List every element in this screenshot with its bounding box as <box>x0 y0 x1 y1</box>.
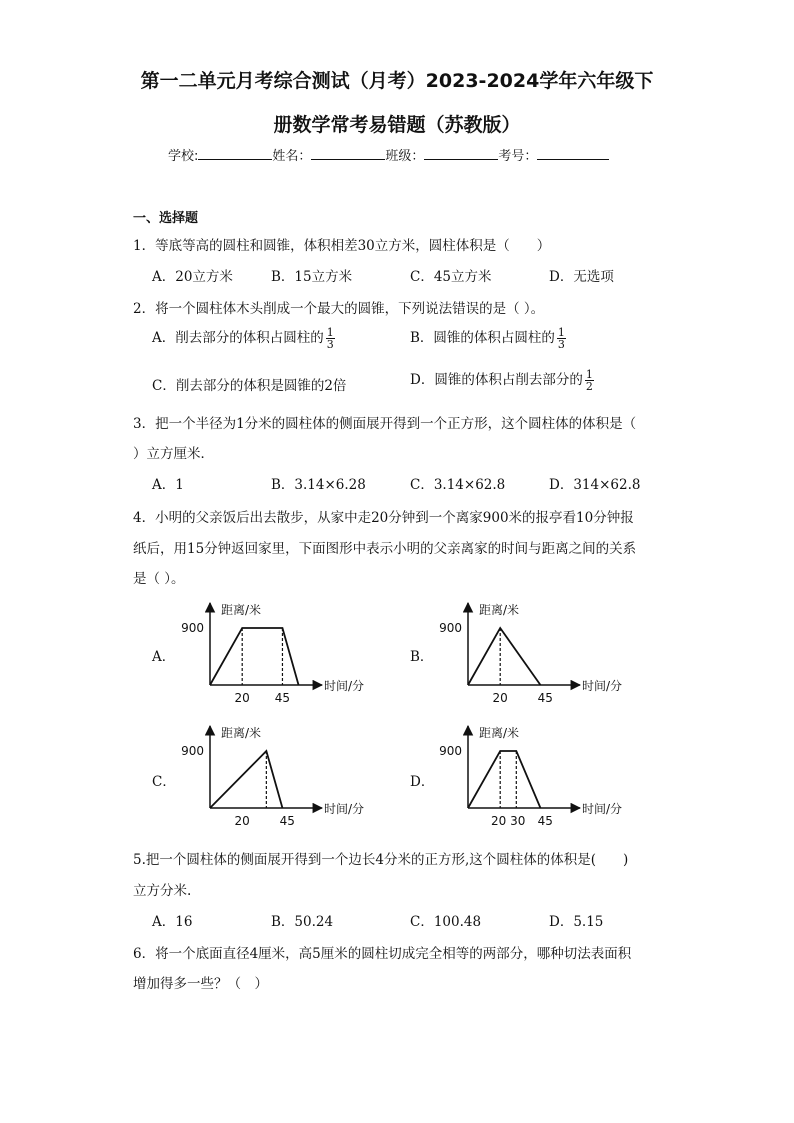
q4-text-line-3: 是（ ）。 <box>133 571 185 587</box>
graph-d-x-tick-45: 45 <box>537 814 553 828</box>
section-title: 一、选择题 <box>133 211 199 226</box>
q3-option-d[interactable]: D．314×62.8 <box>549 477 641 493</box>
q2-option-a-text: A．削去部分的体积占圆柱的 <box>152 330 324 346</box>
q3-text-line-2: ）立方厘米． <box>133 446 214 462</box>
q5-option-a[interactable]: A．16 <box>152 914 193 930</box>
graph-b-data-line <box>468 628 540 685</box>
q4-text-line-1: 4．小明的父亲饭后出去散步，从家中走20分钟到一个离家900米的报亭看10分钟报 <box>133 510 634 526</box>
graph-a-y-tick-900: 900 <box>181 621 204 635</box>
q4-text-line-2: 纸后，用15分钟返回家里，下面图形中表示小明的父亲离家的时间与距离之间的关系 <box>133 541 637 557</box>
graph-b-y-label: 距离/米 <box>479 603 520 617</box>
exam-no-label: 考号： <box>498 149 538 164</box>
graph-c-y-label: 距离/米 <box>221 726 262 740</box>
graph-b-x-tick-20: 20 <box>492 691 508 705</box>
graph-b-x-label: 时间/分 <box>582 679 623 693</box>
fraction-one-third: $\frac{1}{3}$ <box>557 326 565 351</box>
q2-option-d-text: D．圆锥的体积占削去部分的 <box>410 372 583 388</box>
class-label: 班级： <box>385 149 425 164</box>
q2-option-c[interactable]: C．削去部分的体积是圆锥的2倍 <box>152 378 347 394</box>
q4-graph-label-a[interactable]: A． <box>152 649 176 665</box>
graph-a-data-line <box>210 628 299 685</box>
title-line-1: 第一二单元月考综合测试（月考）2023-2024学年六年级下 <box>140 70 654 92</box>
q5-option-c[interactable]: C．100.48 <box>410 914 482 930</box>
graph-c-x-tick-20: 20 <box>234 814 250 828</box>
q1-option-c[interactable]: C．45立方米 <box>410 269 492 285</box>
q6-text-line-1: 6．将一个底面直径4厘米，高5厘米的圆柱切成完全相等的两部分，哪种切法表面积 <box>133 946 632 962</box>
graph-a-x-tick-20: 20 <box>234 691 250 705</box>
q1-option-a[interactable]: A．20立方米 <box>152 269 233 285</box>
q3-text-line-1: 3．把一个半径为1分米的圆柱体的侧面展开得到一个正方形，这个圆柱体的体积是（ <box>133 416 637 432</box>
graph-d-y-tick-900: 900 <box>439 744 462 758</box>
q1-text: 1．等底等高的圆柱和圆锥，体积相差30立方米，圆柱体积是（ ） <box>133 238 551 254</box>
school-label: 学校: <box>168 149 199 164</box>
q4-graph-label-d[interactable]: D． <box>410 774 435 790</box>
q1-option-b[interactable]: B．15立方米 <box>271 269 353 285</box>
graph-a-x-tick-45: 45 <box>274 691 291 705</box>
graph-a-y-label: 距离/米 <box>221 603 262 617</box>
q5-option-b[interactable]: B．50.24 <box>271 914 334 930</box>
q3-option-b[interactable]: B．3.14×6.28 <box>271 477 366 493</box>
graph-b-x-tick-45: 45 <box>537 691 553 705</box>
graph-c-y-tick-900: 900 <box>181 744 204 758</box>
graph-b-y-tick-900: 900 <box>439 621 462 635</box>
graph-d-y-label: 距离/米 <box>479 726 520 740</box>
graph-d-data-line <box>468 751 540 808</box>
title-line-2: 册数学常考易错题（苏教版） <box>273 114 521 136</box>
q4-graph-label-c[interactable]: C． <box>152 774 176 790</box>
q2-text: 2．将一个圆柱体木头削成一个最大的圆锥，下列说法错误的是（ ）。 <box>133 301 545 317</box>
graph-a-x-label: 时间/分 <box>324 679 365 693</box>
q4-graph-label-b[interactable]: B． <box>410 649 434 665</box>
graph-c-x-tick-45: 45 <box>279 814 295 828</box>
q5-text-line-2: 立方分米. <box>133 883 192 899</box>
fraction-one-third: $\frac{1}{3}$ <box>326 326 334 351</box>
graph-d-x-tick-20-30: 20 30 <box>491 814 526 828</box>
name-label: 姓名： <box>272 149 312 164</box>
q5-text-line-1: 5.把一个圆柱体的侧面展开得到一个边长4分米的正方形,这个圆柱体的体积是( ) <box>133 852 629 868</box>
q3-option-a[interactable]: A．1 <box>152 477 184 493</box>
graph-c-x-label: 时间/分 <box>324 802 365 816</box>
q3-option-c[interactable]: C．3.14×62.8 <box>410 477 506 493</box>
q6-text-line-2: 增加得多一些？（ ） <box>133 976 268 992</box>
q5-option-d[interactable]: D．5.15 <box>549 914 604 930</box>
graph-c-data-line <box>210 751 282 808</box>
fraction-one-half: $\frac{1}{2}$ <box>585 368 593 393</box>
q1-option-d[interactable]: D．无选项 <box>549 269 614 285</box>
q2-option-b-text: B．圆锥的体积占圆柱的 <box>410 330 555 346</box>
graph-d-x-label: 时间/分 <box>582 802 623 816</box>
